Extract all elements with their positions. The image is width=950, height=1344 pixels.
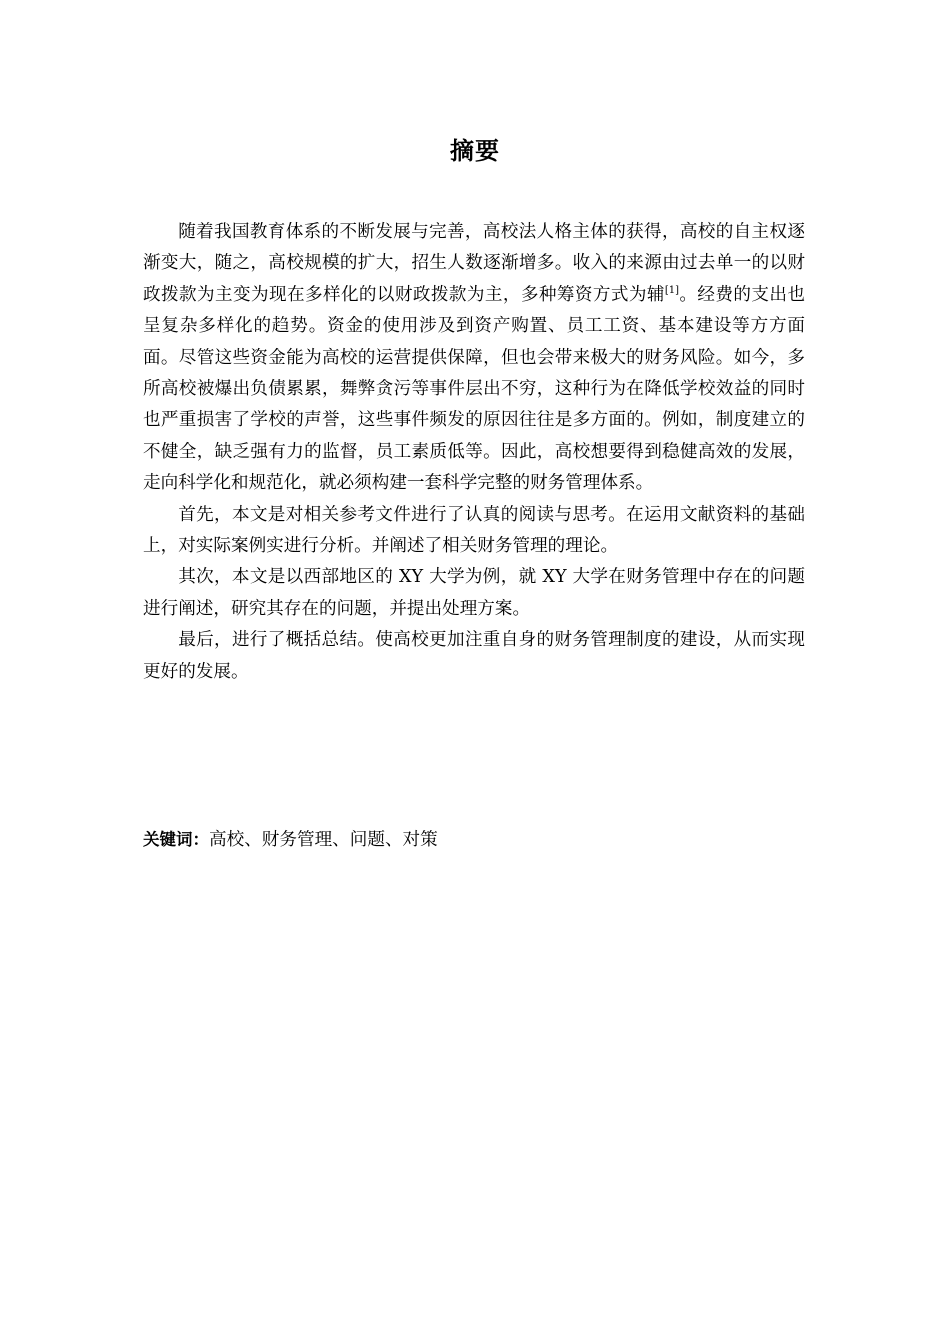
citation-mark: [1] xyxy=(664,284,680,296)
abstract-paragraph-4: 最后，进行了概括总结。使高校更加注重自身的财务管理制度的建设，从而实现更好的发展。 xyxy=(143,630,805,682)
paragraph-text: 。经费的支出也呈复杂多样化的趋势。资金的使用涉及到资产购置、员工工资、基本建设等方方面面。尽管这些资金能为高校的运营提供保障，但也会带来极大的财务风险。如今，多所高校被爆出负债累累，舞弊贪污等事件层出不穷，这种行为在降低学校效益的同时也严重损害了学校的声誉，这些事件频发的原因往往是多方面的。例如，制度建立的不健全，缺乏强有力的监督，员工素质低等。因此，高校想要得到稳健高效的发展，走向科学化和规范化，就必须构建一套科学完整的财务管理体系。 xyxy=(143,284,805,494)
abstract-body xyxy=(143,217,805,688)
keywords-line xyxy=(143,826,805,854)
keywords-label: 关键词： xyxy=(143,830,209,849)
page-title: 摘要 xyxy=(450,137,500,165)
paragraph-text: 随着我国教育体系的不断发展与完善，高校法人格主体的获得，高校的自主权逐渐变大，随之，高校规模的扩大，招生人数逐渐增多。收入的来源由过去单一的以财政拨款为主变为现在多样化的以财政拨款为主，多种筹资方式为辅 xyxy=(143,222,805,305)
abstract-paragraph-2: 首先，本文是对相关参考文件进行了认真的阅读与思考。在运用文献资料的基础上，对实际案例实进行分析。并阐述了相关财务管理的理论。 xyxy=(143,504,805,557)
abstract-paragraph-1 xyxy=(143,217,805,500)
keywords-value: 高校、财务管理、问题、对策 xyxy=(209,830,438,850)
abstract-paragraph-3: 其次，本文是以西部地区的 XY 大学为例，就 XY 大学在财务管理中存在的问题进行阐述，研究其存在的问题，并提出处理方案。 xyxy=(143,567,805,619)
